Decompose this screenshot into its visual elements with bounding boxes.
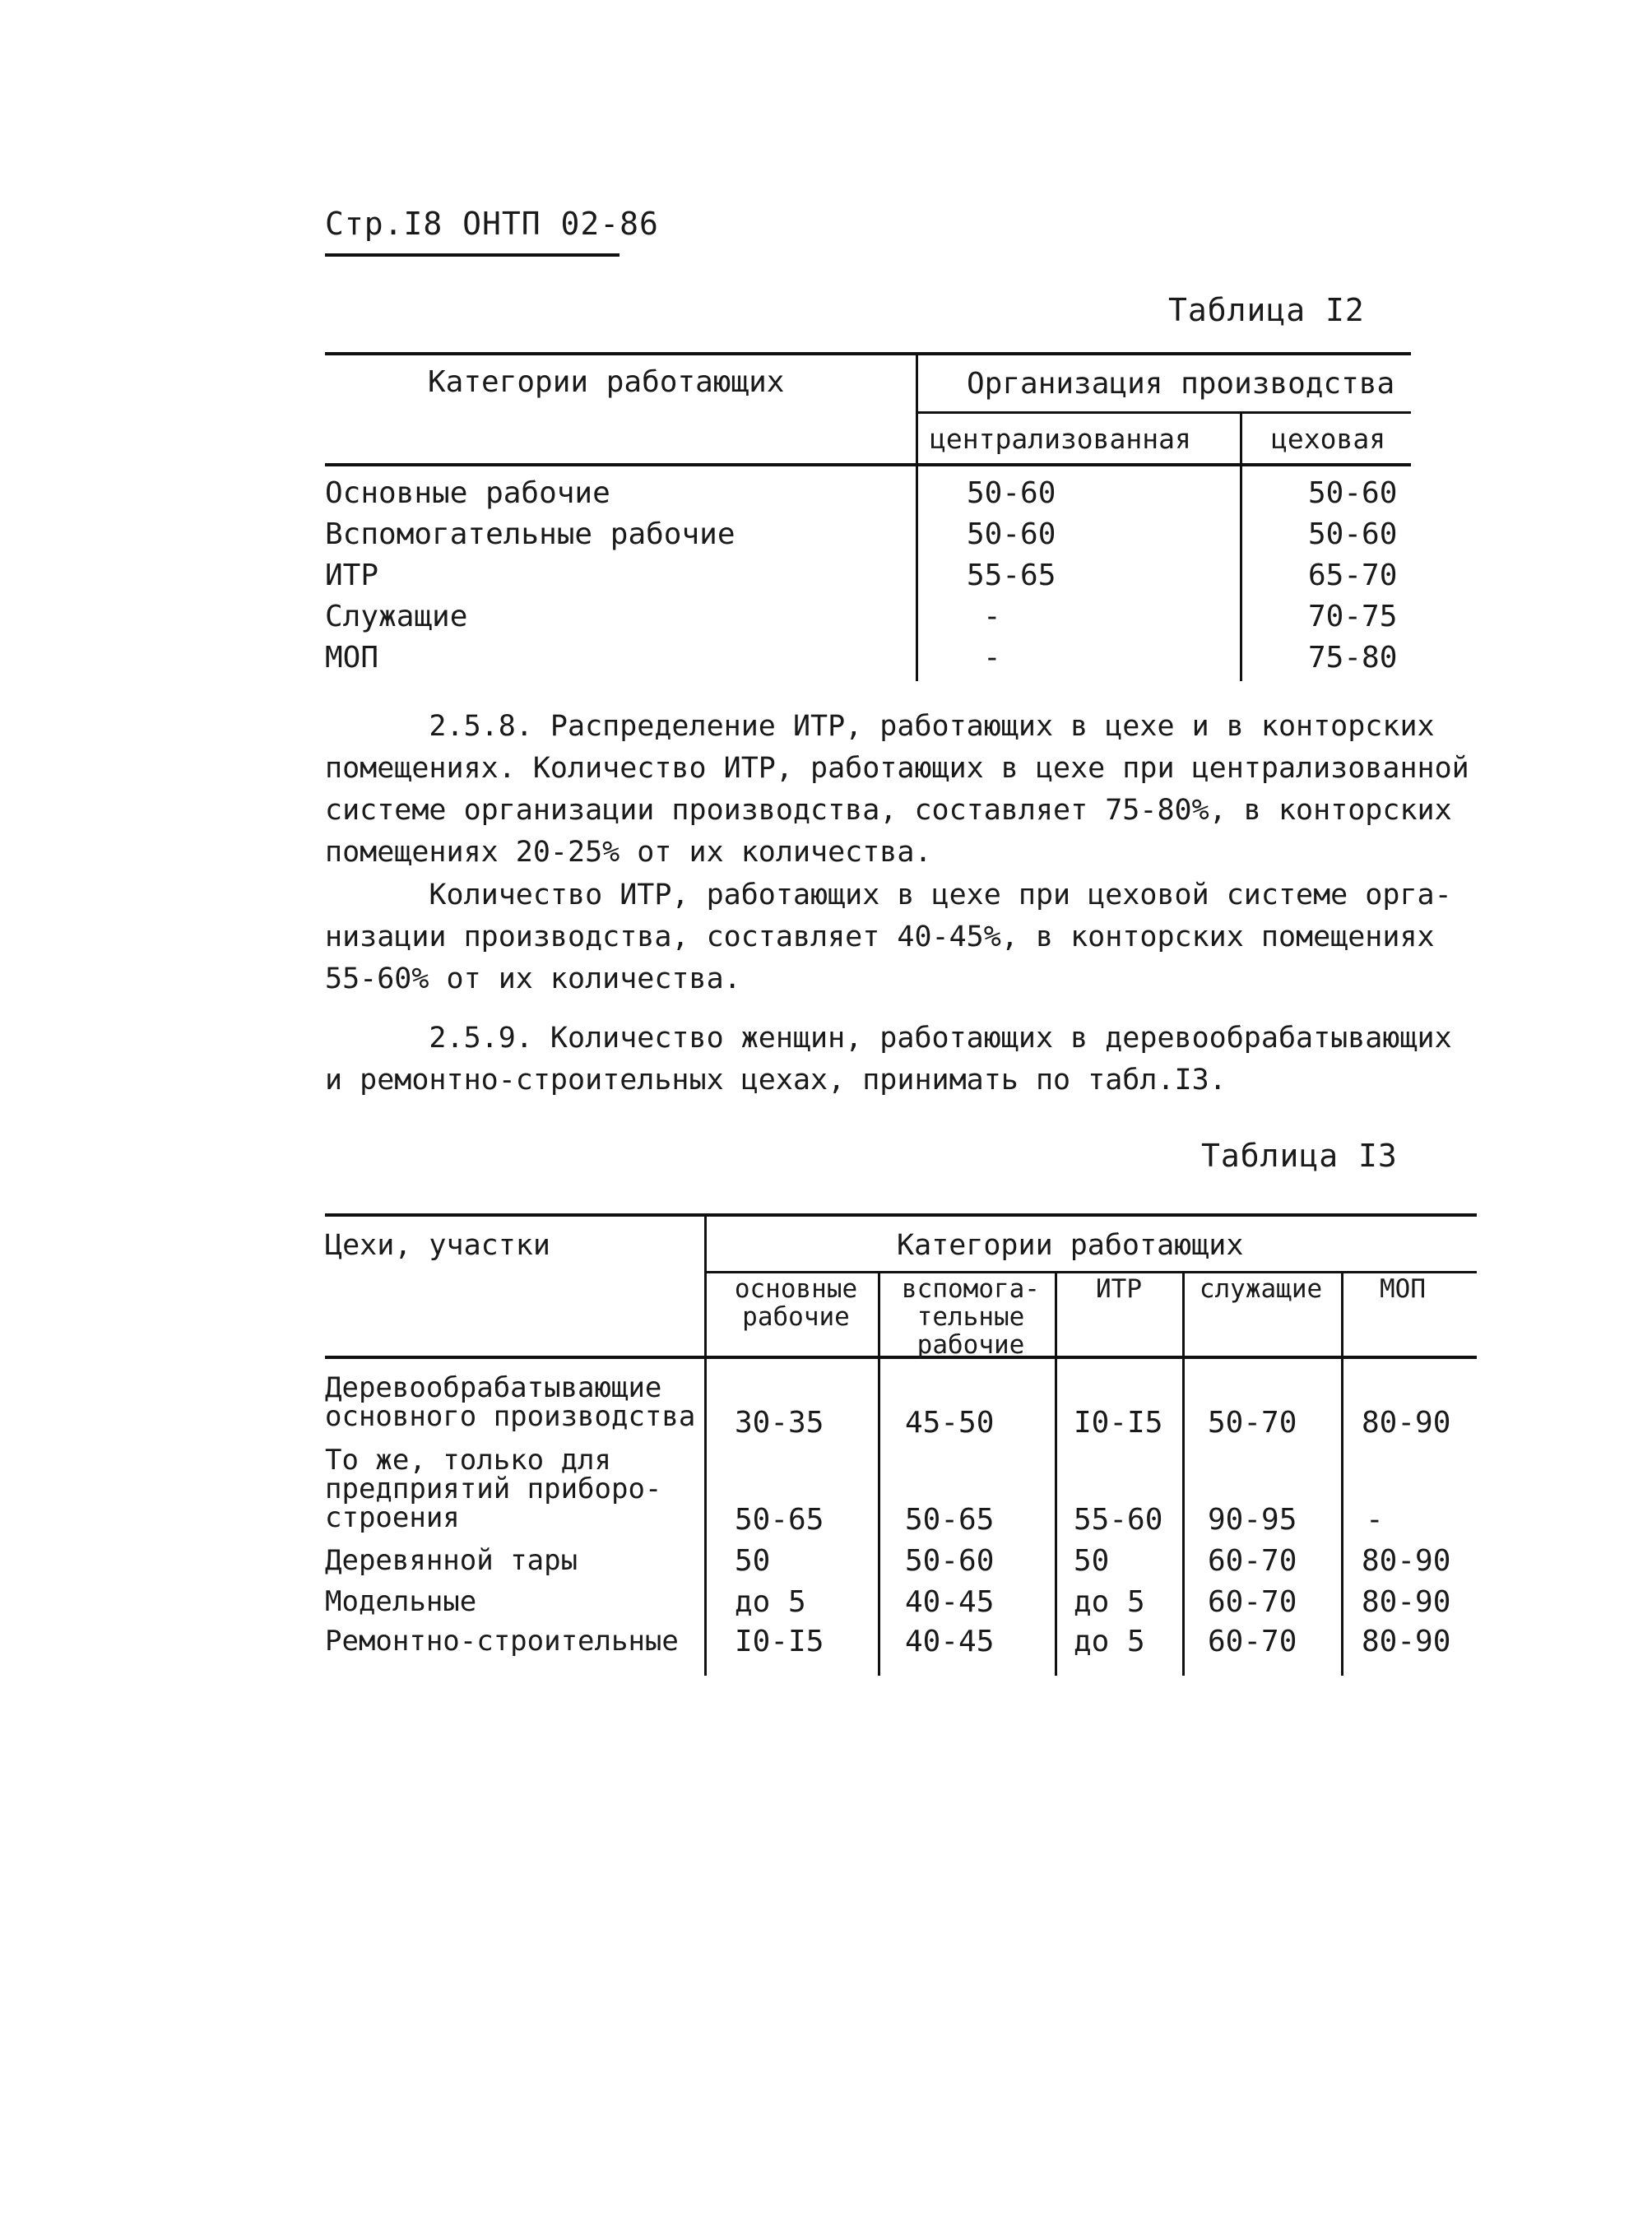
table13-cell: 30-35 — [735, 1406, 824, 1440]
table13-cell: до 5 — [1074, 1585, 1145, 1619]
table12-cell-central: - — [983, 641, 1001, 675]
table13-cell: I0-I5 — [735, 1625, 824, 1658]
table12-row-label: Вспомогательные рабочие — [325, 517, 736, 551]
table13-row-label: Деревообрабатывающие основного производства — [325, 1371, 696, 1433]
table13-cell: до 5 — [1074, 1625, 1145, 1658]
table13-subheader-aux: вспомога- тельные рабочие — [902, 1274, 1040, 1360]
table12-divider-2 — [1240, 411, 1242, 681]
table13-subheader-itr: ИТР — [1096, 1274, 1142, 1304]
table13-divider-2 — [878, 1271, 880, 1676]
table13-cell: 60-70 — [1208, 1544, 1297, 1578]
table12-subheader-shop: цеховая — [1271, 423, 1386, 455]
table12-cell-central: 50-60 — [967, 517, 1056, 551]
table13-group-header: Категории работающих — [897, 1229, 1244, 1262]
table13-divider-5 — [1341, 1271, 1343, 1676]
table13-divider-4 — [1182, 1271, 1185, 1676]
table13-cell: - — [1366, 1503, 1384, 1537]
table12-cell-central: - — [983, 600, 1001, 633]
table13-subheader-main: основные рабочие — [734, 1274, 858, 1332]
table12-row-label: Основные рабочие — [325, 476, 610, 510]
table13-row-label: Деревянной тары — [325, 1544, 578, 1577]
table12-row-label: МОП — [325, 641, 379, 675]
table12-cell-shop: 50-60 — [1308, 476, 1398, 510]
table13-cell: 60-70 — [1208, 1625, 1297, 1658]
table12-caption: Таблица I2 — [1168, 292, 1365, 328]
table12-row-label: ИТР — [325, 559, 379, 592]
table13-cell: 80-90 — [1362, 1585, 1451, 1619]
table13-cell: 80-90 — [1362, 1544, 1451, 1578]
table12-col-header: Категории работающих — [428, 365, 785, 399]
table13-divider-3 — [1055, 1271, 1057, 1676]
table13-cell: 50-65 — [905, 1503, 995, 1537]
table12-cell-shop: 70-75 — [1308, 600, 1398, 633]
table13-cell: 45-50 — [905, 1406, 995, 1440]
table13-subheader-mop: МОП — [1380, 1274, 1426, 1304]
table13-caption: Таблица I3 — [1201, 1138, 1398, 1174]
table13-group-rule — [704, 1271, 1477, 1273]
table13-top-rule — [325, 1213, 1477, 1217]
table13-subheader-employees: служащие — [1199, 1274, 1323, 1304]
table12-cell-shop: 65-70 — [1308, 559, 1398, 592]
table13-cell: 80-90 — [1362, 1625, 1451, 1658]
table12-cell-shop: 75-80 — [1308, 641, 1398, 675]
table12-header-rule — [325, 463, 1411, 466]
table13-divider-1 — [704, 1215, 707, 1676]
table12-cell-shop: 50-60 — [1308, 517, 1398, 551]
table12-subheader-central: централизованная — [930, 423, 1191, 455]
paragraph-itr-shop: Количество ИТР, работающих в цехе при цеховой системе орга- низации производства, составляет 40-45%, в конторских помещениях 55-60% от их количества. — [325, 879, 1452, 995]
table13-cell: 90-95 — [1208, 1503, 1297, 1537]
table13-cell: 50-65 — [735, 1503, 824, 1537]
table13-cell: 55-60 — [1074, 1503, 1163, 1537]
table12-cell-central: 50-60 — [967, 476, 1056, 510]
paragraph-2-5-9: 2.5.9. Количество женщин, работающих в деревообрабатывающих и ремонтно-строительных цехах, принимать по табл.I3. — [325, 1022, 1452, 1097]
table12-row-label: Служащие — [325, 600, 468, 633]
table13-cell: 40-45 — [905, 1585, 995, 1619]
table13-col-header: Цехи, участки — [325, 1229, 550, 1262]
table13-row-label: То же, только для предприятий приборо- строения — [325, 1444, 662, 1534]
table13-cell: 80-90 — [1362, 1406, 1451, 1440]
table13-cell: I0-I5 — [1074, 1406, 1163, 1440]
table13-cell: 60-70 — [1208, 1585, 1297, 1619]
table13-row-label: Ремонтно-строительные — [325, 1625, 679, 1658]
table13-cell: до 5 — [735, 1585, 806, 1619]
table13-cell: 50-70 — [1208, 1406, 1297, 1440]
table13-cell: 50 — [735, 1544, 771, 1578]
table12-cell-central: 55-65 — [967, 559, 1056, 592]
page-header: Стр.I8 ОНТП 02-86 — [325, 206, 659, 242]
table13-cell: 50 — [1074, 1544, 1110, 1578]
header-underline — [325, 253, 620, 257]
table13-row-label: Модельные — [325, 1585, 477, 1618]
table12-top-rule — [325, 352, 1411, 355]
table12-group-rule — [916, 411, 1411, 414]
table12-group-header: Организация производства — [967, 367, 1395, 401]
table12-divider-1 — [916, 354, 918, 681]
paragraph-2-5-8: 2.5.8. Распределение ИТР, работающих в цехе и в конторских помещениях. Количество ИТР, работающих в цехе при централизованной системе организации производства, составляет 75-80%, в конторских помещениях 20-25% от их количества. — [325, 710, 1469, 869]
table13-cell: 40-45 — [905, 1625, 995, 1658]
table13-cell: 50-60 — [905, 1544, 995, 1578]
